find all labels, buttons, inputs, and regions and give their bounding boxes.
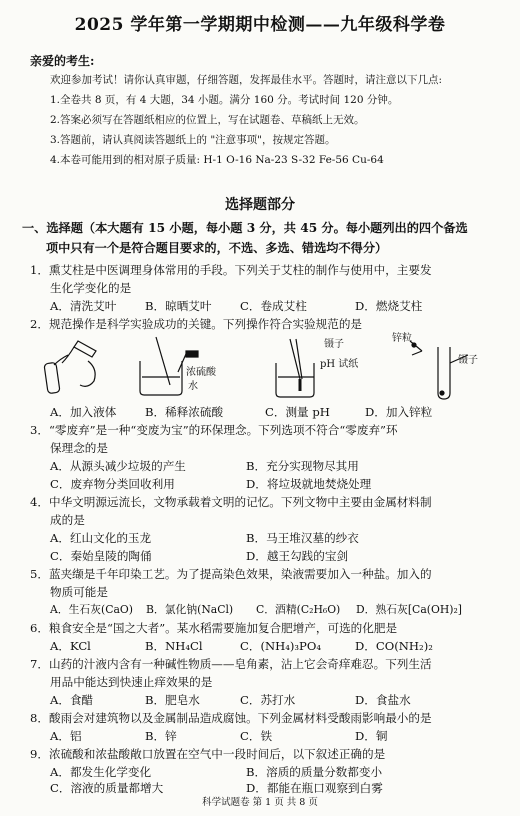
option: A．清洗艾叶 — [50, 299, 117, 313]
question-stem: 保理念的是 — [50, 441, 108, 455]
option: A．从源头减少垃圾的产生 — [50, 459, 186, 473]
question-options — [50, 692, 411, 708]
option: D．CO(NH₂)₂ — [355, 639, 433, 653]
question-options — [50, 404, 432, 420]
question-options — [50, 458, 359, 474]
option: C．测量 pH — [265, 405, 330, 419]
figure-add-liquid — [44, 341, 96, 394]
option: B．氯化钠(NaCl) — [146, 603, 234, 616]
question-options — [50, 298, 422, 314]
intro-line: 2.答案必须写在答题纸相应的位置上，写在试题卷、草稿纸上无效。 — [50, 114, 365, 126]
intro-line: 欢迎参加考试！请你认真审题，仔细答题，发挥最佳水平。答题时，请注意以下几点: — [50, 74, 443, 86]
option: D．铜 — [355, 729, 388, 743]
page-footer: 科学试题卷 第 1 页 共 8 页 — [202, 797, 318, 808]
question-stem: 成的是 — [50, 513, 85, 527]
option: B．NH₄Cl — [145, 639, 203, 653]
question-stem: 生化学变化的是 — [50, 281, 132, 295]
question-stem: 物质可能是 — [50, 585, 108, 599]
question-stem: 8．酸雨会对建筑物以及金属制品造成腐蚀。下列金属材料受酸雨影响最小的是 — [30, 711, 432, 725]
option: A．都发生化学变化 — [50, 765, 152, 779]
option: D．燃烧艾柱 — [355, 299, 423, 313]
option: B．马王堆汉墓的纱衣 — [246, 531, 359, 545]
option: D．越王勾践的宝剑 — [246, 549, 349, 563]
question-stem: 5．蓝夹缬是千年印染工艺。为了提高染色效果，染液需要加入一种盐。加入的 — [30, 567, 432, 581]
option: C．废弃物分类回收利用 — [50, 477, 175, 491]
question-options — [50, 638, 433, 654]
option: C．秦始皇陵的陶俑 — [50, 549, 152, 563]
question-options — [50, 764, 382, 780]
option: D．食盐水 — [355, 693, 411, 707]
option: C．卷成艾柱 — [240, 299, 307, 313]
question-options — [50, 548, 348, 564]
option: A．KCl — [50, 639, 91, 653]
question-stem: 9．浓硫酸和浓盐酸敞口放置在空气中一段时间后，以下叙述正确的是 — [30, 747, 386, 761]
question-stem: 6．粮食安全是“国之大者”。某水稻需要施加复合肥增产，可选的化肥是 — [30, 621, 398, 635]
option: C．酒精(C₂H₆O) — [256, 603, 341, 616]
label-tweezers: 镊子 — [324, 339, 344, 350]
label-zinc: 锌粒 — [392, 333, 412, 344]
option: D．熟石灰[Ca(OH)₂] — [356, 603, 462, 616]
option: A．生石灰(CaO) — [50, 603, 133, 616]
question-stem: 3．“零废弃”是一种“变废为宝”的环保理念。下列选项不符合“零废弃”环 — [30, 423, 398, 437]
page-title: 2025 学年第一学期期中检测——九年级科学卷 — [74, 15, 446, 35]
question-options — [50, 476, 371, 492]
question-options — [50, 602, 462, 618]
option: B．溶质的质量分数都变小 — [246, 765, 383, 779]
figure-add-zinc — [410, 341, 468, 399]
section-heading: 一、选择题（本大题有 15 小题，每小题 3 分，共 45 分。每小题列出的四个备选 — [22, 221, 468, 235]
option: A．食醋 — [50, 693, 94, 707]
figure-measure-ph — [276, 339, 314, 397]
option: C．溶液的质量都增大 — [50, 781, 164, 795]
option: C．苏打水 — [240, 693, 296, 707]
option: B．晾晒艾叶 — [145, 299, 212, 313]
section-title: 选择题部分 — [225, 197, 295, 213]
option: A．铝 — [50, 729, 82, 743]
option: B．锌 — [145, 729, 177, 743]
intro-line: 1.全卷共 8 页，有 4 大题，34 小题。满分 160 分。考试时间 120 分钟。 — [50, 94, 399, 106]
intro-line: 4.本卷可能用到的相对原子质量: H-1 O-16 Na-23 S-32 Fe-56 Cu-64 — [50, 154, 384, 166]
question-stem: 用品中能达到快速止痒效果的是 — [50, 675, 213, 689]
option: C．铁 — [240, 729, 273, 743]
experiment-figures — [38, 332, 498, 402]
question-options — [50, 728, 387, 744]
option: D．将垃圾就地焚烧处理 — [246, 477, 372, 491]
question-stem: 7．山药的汁液内含有一种碱性物质——皂角素，沾上它会奇痒难忍。下列生活 — [30, 657, 432, 671]
option: C．(NH₄)₃PO₄ — [240, 639, 322, 653]
option: B．稀释浓硫酸 — [145, 405, 224, 419]
question-options — [50, 530, 359, 546]
option: B．充分实现物尽其用 — [246, 459, 359, 473]
label-acid: 浓硫酸 — [186, 367, 216, 378]
question-stem: 4．中华文明源远流长，文物承载着文明的记忆。下列文物中主要由金属材料制 — [30, 495, 432, 509]
greeting: 亲爱的考生: — [30, 54, 95, 68]
label-water: 水 — [188, 381, 198, 392]
section-heading: 项中只有一个是符合题目要求的，不选、多选、错选均不得分） — [46, 241, 388, 255]
option: A．红山文化的玉龙 — [50, 531, 152, 545]
label-ph-paper: pH 试纸 — [320, 359, 359, 370]
option: A．加入液体 — [50, 405, 117, 419]
option: D．加入锌粒 — [365, 405, 433, 419]
label-tweezers-d: 镊子 — [458, 355, 478, 366]
question-stem: 2．规范操作是科学实验成功的关键。下列操作符合实验规范的是 — [30, 317, 363, 331]
option: D．都能在瓶口观察到白雾 — [246, 781, 383, 795]
option: B．肥皂水 — [145, 693, 200, 707]
intro-line: 3.答题前，请认真阅读答题纸上的 "注意事项"，按规定答题。 — [50, 134, 336, 146]
question-stem: 1．熏艾柱是中医调理身体常用的手段。下列关于艾柱的制作与使用中，主要发 — [30, 263, 432, 277]
